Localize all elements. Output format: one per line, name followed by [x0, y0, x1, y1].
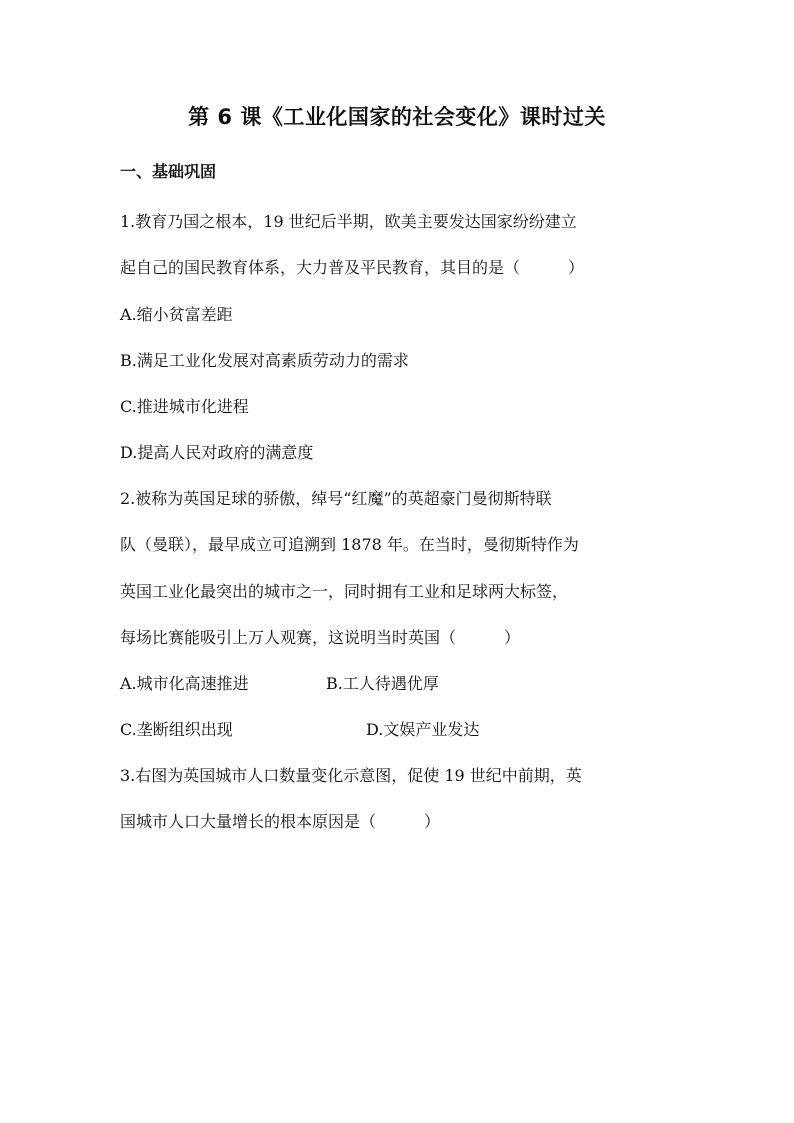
q1-option-b: B.满足工业化发展对高素质劳动力的需求	[120, 351, 409, 370]
q1-stem-line-1: 1.教育乃国之根本，19 世纪后半期，欧美主要发达国家纷纷建立	[120, 212, 577, 231]
q2-stem-line-4: 每场比赛能吸引上万人观赛，这说明当时英国（ ）	[120, 628, 521, 647]
q2-option-d: D.文娱产业发达	[366, 720, 480, 739]
q2-option-c: C.垄断组织出现	[120, 720, 233, 739]
q2-options-row-1	[120, 674, 680, 694]
q3-stem-line-2: 国城市人口大量增长的根本原因是（ ）	[120, 812, 441, 831]
q1-option-c: C.推进城市化进程	[120, 397, 249, 416]
q2-stem-line-1: 2.被称为英国足球的骄傲，绰号“红魔”的英超豪门曼彻斯特联	[120, 489, 552, 508]
section-heading: 一、基础巩固	[120, 162, 217, 181]
q2-options-row-2	[120, 720, 680, 740]
q2-stem-line-3: 英国工业化最突出的城市之一，同时拥有工业和足球两大标签，	[120, 582, 569, 601]
q2-option-b: B.工人待遇优厚	[326, 674, 439, 693]
q2-stem-line-2: 队（曼联），最早成立可追溯到 1878 年。在当时，曼彻斯特作为	[120, 535, 579, 554]
q1-option-a: A.缩小贫富差距	[120, 305, 233, 324]
page-title: 第 6 课《工业化国家的社会变化》课时过关	[188, 105, 606, 129]
q2-option-a: A.城市化高速推进	[120, 674, 249, 693]
q3-stem-line-1: 3.右图为英国城市人口数量变化示意图，促使 19 世纪中前期，英	[120, 766, 582, 785]
q1-stem-line-2: 起自己的国民教育体系，大力普及平民教育，其目的是（ ）	[120, 258, 585, 277]
q1-option-d: D.提高人民对政府的满意度	[120, 443, 314, 462]
